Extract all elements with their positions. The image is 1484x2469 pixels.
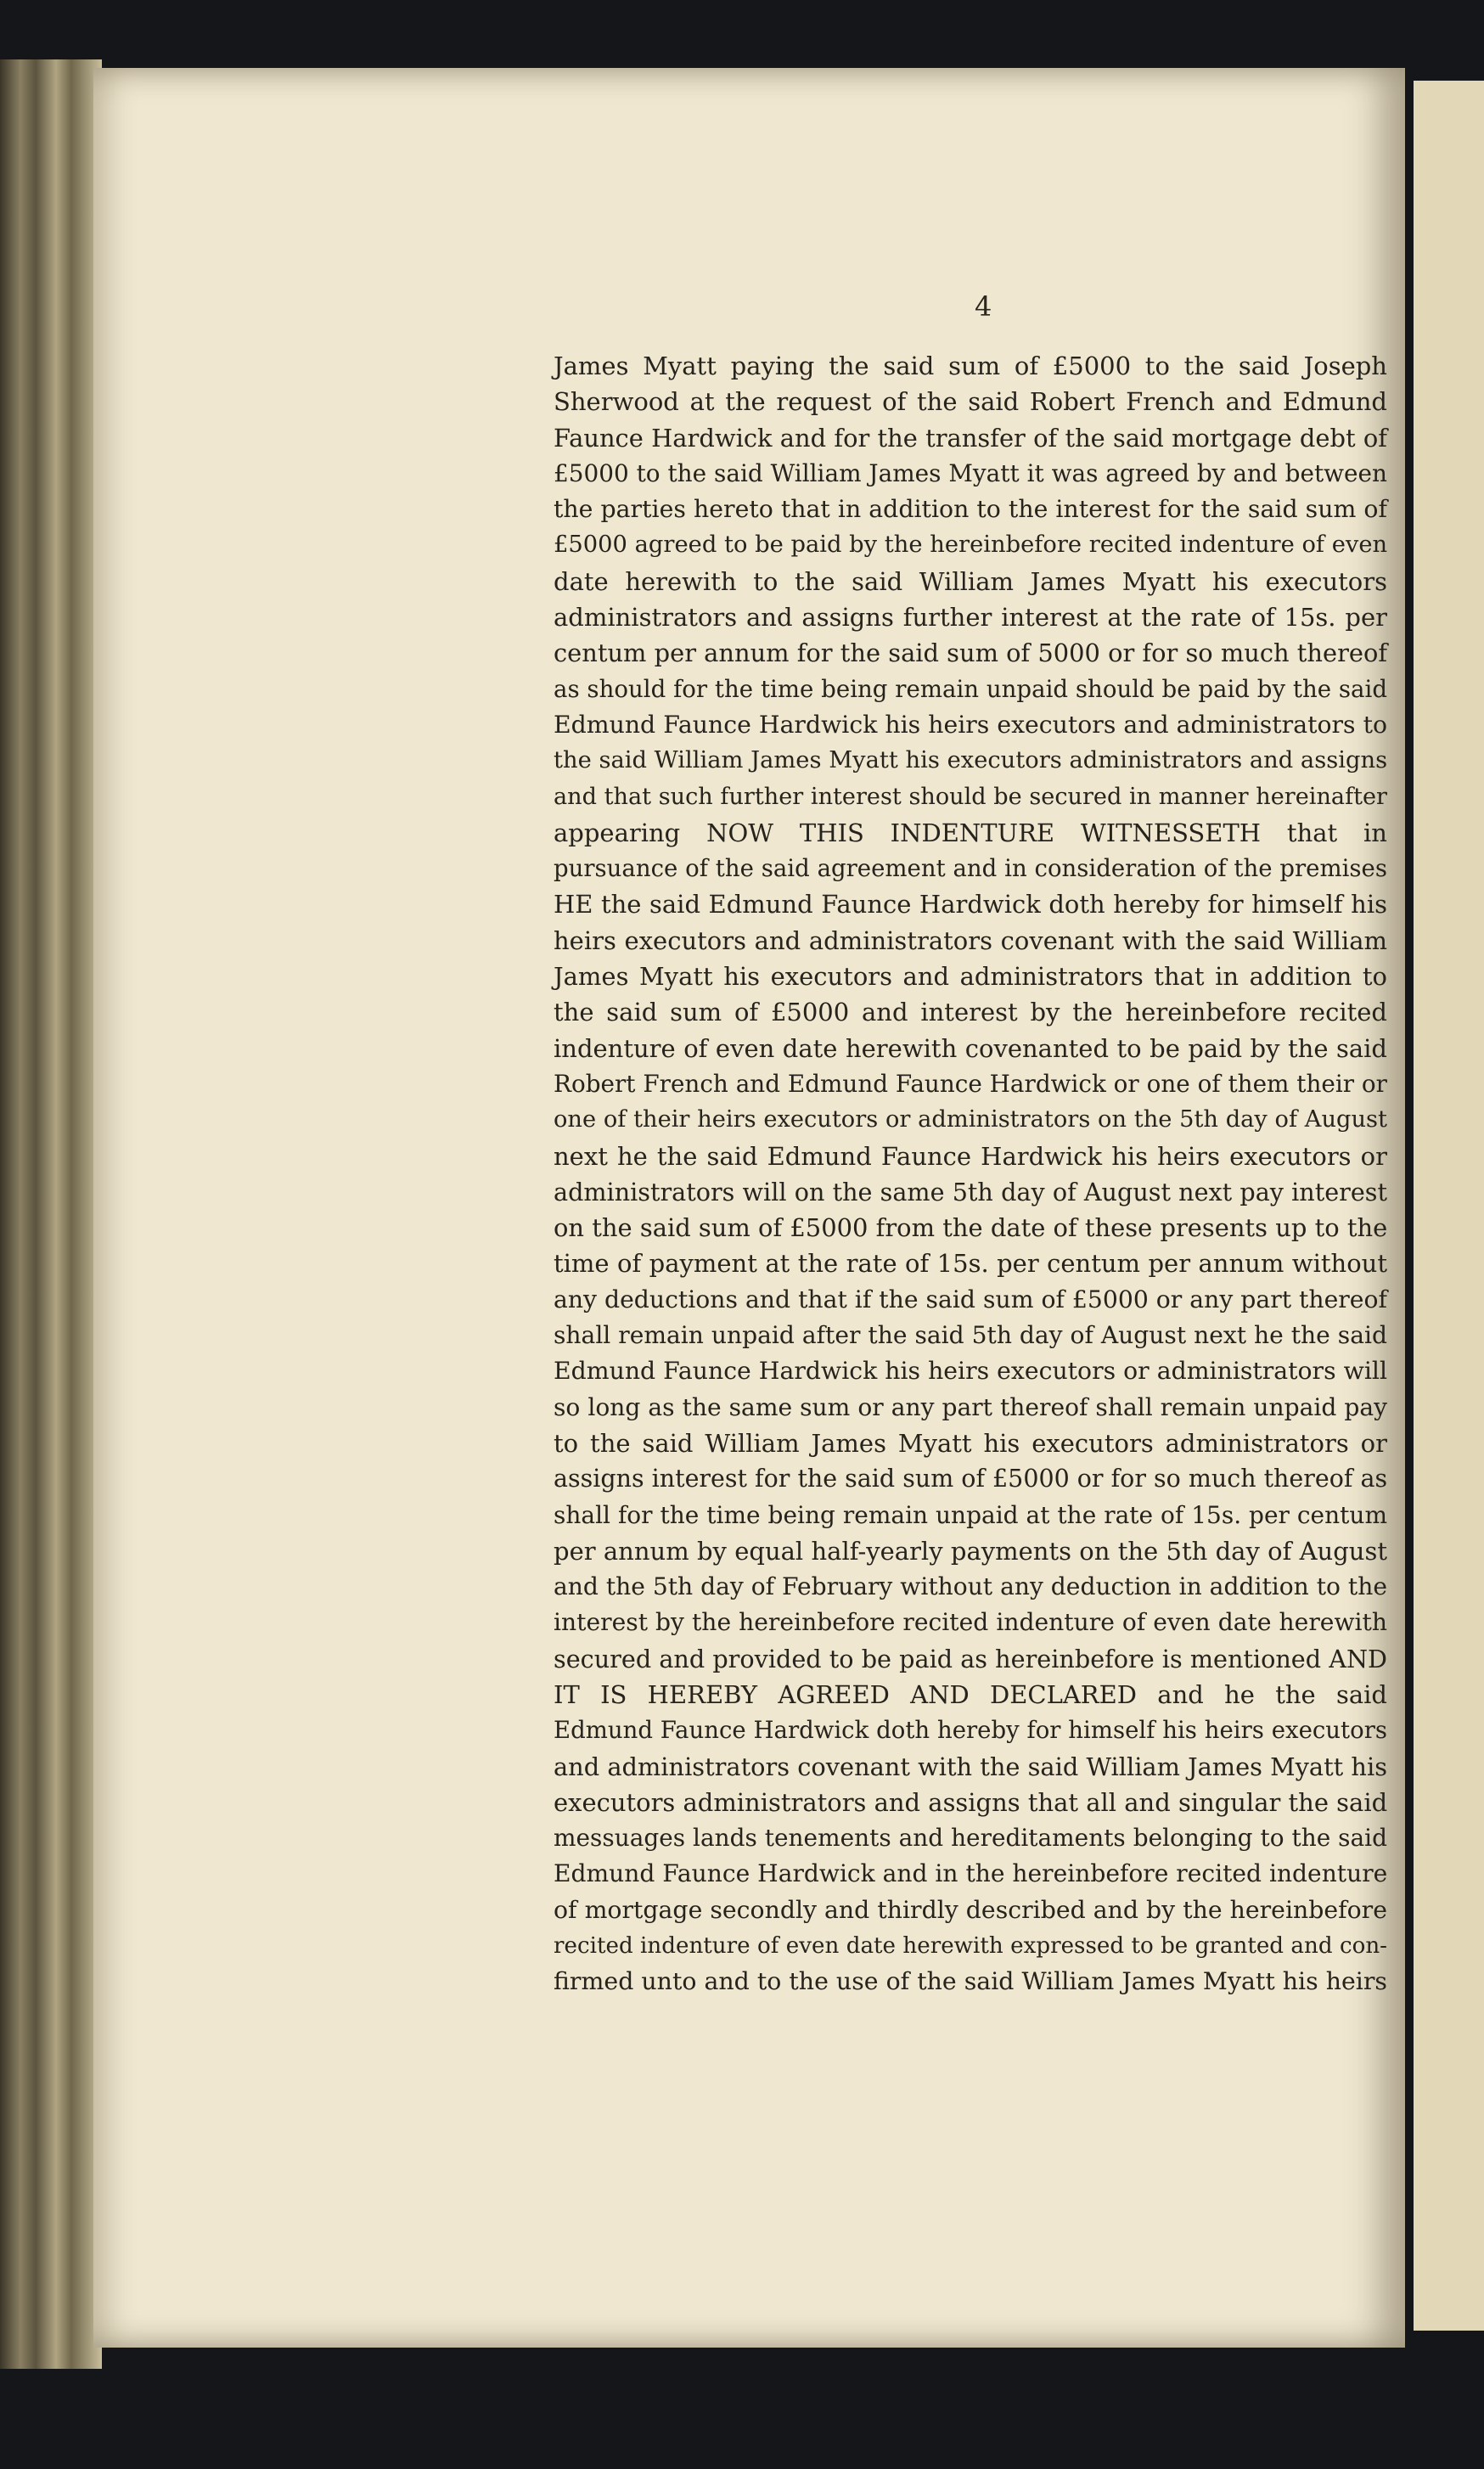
text-line: Edmund Faunce Hardwick doth hereby for himself his heirs executors — [554, 1717, 1387, 1745]
text-line: heirs executors and administrators covenant with the said William — [554, 925, 1387, 955]
text-line: administrators will on the same 5th day of August next pay interest — [554, 1177, 1387, 1206]
text-line: and that such further interest should be secured in manner hereinafter — [554, 783, 1387, 810]
text-line: Faunce Hardwick and for the transfer of the said mortgage debt of — [554, 423, 1387, 453]
text-line: next he the said Edmund Faunce Hardwick his heirs executors or — [554, 1141, 1387, 1171]
text-line: James Myatt his executors and administrators that in addition to — [554, 962, 1387, 992]
text-line: secured and provided to be paid as hereinbefore is mentioned AND — [554, 1644, 1387, 1673]
body-text — [554, 348, 1387, 2000]
text-line: Sherwood at the request of the said Robert French and Edmund — [554, 387, 1387, 417]
text-line: recited indenture of even date herewith expressed to be granted and con- — [554, 1933, 1387, 1960]
text-line: administrators and assigns further interest at the rate of 15s. per — [554, 603, 1387, 633]
text-line: centum per annum for the said sum of 5000 or for so much thereof — [554, 638, 1388, 668]
page-number: 4 — [975, 290, 992, 323]
text-line: firmed unto and to the use of the said William James Myatt his heirs — [554, 1967, 1387, 1996]
text-line: Robert French and Edmund Faunce Hardwick or one of them their or — [554, 1069, 1387, 1098]
text-line: the parties hereto that in addition to the interest for the said sum of — [554, 495, 1387, 524]
text-line: executors administrators and assigns that all and singular the said — [554, 1787, 1388, 1817]
text-line: Edmund Faunce Hardwick his heirs executors and administrators to — [554, 710, 1387, 739]
text-line: Edmund Faunce Hardwick and in the hereinbefore recited indenture — [554, 1859, 1388, 1888]
text-line: of mortgage secondly and thirdly described and by the hereinbefore — [554, 1895, 1387, 1924]
text-line: as should for the time being remain unpaid should be paid by the said — [554, 674, 1387, 703]
text-line: HE the said Edmund Faunce Hardwick doth hereby for himself his — [554, 890, 1387, 920]
text-line: on the said sum of £5000 from the date of these presents up to the — [554, 1213, 1388, 1243]
text-line: one of their heirs executors or administrators on the 5th day of August — [554, 1106, 1387, 1133]
text-line: shall remain unpaid after the said 5th day of August next he the said — [554, 1321, 1387, 1350]
text-line: indenture of even date herewith covenanted to be paid by the said — [554, 1033, 1387, 1063]
text-line: pursuance of the said agreement and in consideration of the premises — [554, 855, 1387, 883]
text-line: messuages lands tenements and hereditaments belonging to the said — [554, 1824, 1387, 1853]
text-line: per annum by equal half-yearly payments on the 5th day of August — [554, 1536, 1387, 1566]
text-line: time of payment at the rate of 15s. per centum per annum without — [554, 1249, 1387, 1279]
text-line: IT IS HEREBY AGREED AND DECLARED and he the said — [554, 1679, 1387, 1709]
text-line: appearing NOW THIS INDENTURE WITNESSETH that in — [554, 818, 1387, 847]
text-line: assigns interest for the said sum of £5000 or for so much thereof as — [554, 1465, 1388, 1493]
text-line: interest by the hereinbefore recited indenture of even date herewith — [554, 1608, 1387, 1637]
text-line: date herewith to the said William James Myatt his executors — [554, 566, 1387, 596]
text-line: so long as the same sum or any part thereof shall remain unpaid pay — [554, 1392, 1387, 1421]
text-line: and the 5th day of February without any deduction in addition to the — [554, 1572, 1387, 1601]
text-line: £5000 to the said William James Myatt it was agreed by and between — [554, 458, 1387, 487]
text-line: the said William James Myatt his executors administrators and assigns — [554, 747, 1388, 774]
text-line: and administrators covenant with the said William James Myatt his — [554, 1752, 1387, 1781]
text-line: the said sum of £5000 and interest by the hereinbefore recited — [554, 998, 1387, 1027]
next-page-edge — [1414, 81, 1484, 2331]
text-line: £5000 agreed to be paid by the hereinbefore recited indenture of even — [554, 531, 1388, 559]
text-line: shall for the time being remain unpaid at the rate of 15s. per centum — [554, 1500, 1387, 1529]
text-line: Edmund Faunce Hardwick his heirs executors or administrators will — [554, 1357, 1387, 1386]
text-line: to the said William James Myatt his executors administrators or — [554, 1428, 1387, 1458]
text-line: James Myatt paying the said sum of £5000 to the said Joseph — [554, 352, 1387, 380]
book-edge — [0, 59, 102, 2369]
text-line: any deductions and that if the said sum of £5000 or any part thereof — [554, 1285, 1387, 1313]
